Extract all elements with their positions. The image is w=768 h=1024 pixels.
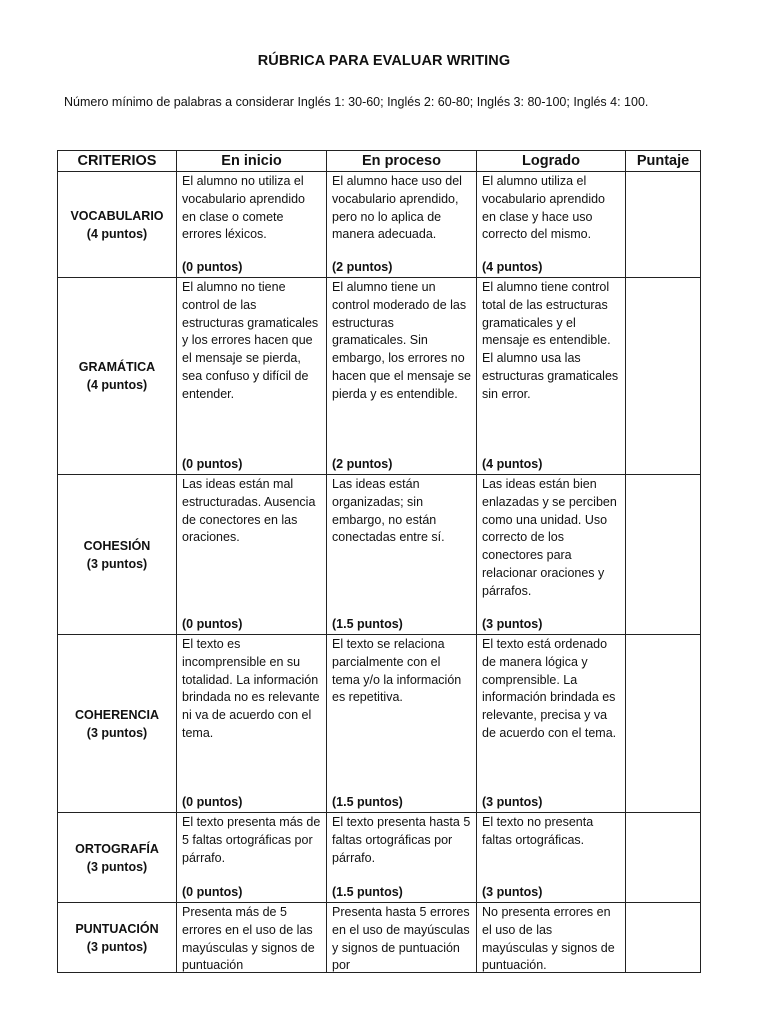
level-points: (0 puntos) [182, 885, 243, 900]
level-cell [177, 813, 327, 903]
level-points: (3 puntos) [482, 885, 543, 900]
score-cell[interactable] [626, 172, 701, 278]
criterion-points: (4 puntos) [86, 378, 148, 392]
level-points: (0 puntos) [182, 795, 243, 810]
level-cell [477, 475, 626, 635]
level-cell [477, 813, 626, 903]
level-points: (0 puntos) [182, 457, 243, 472]
level-description: Las ideas están bien enlazadas y se perciben como una unidad. Uso correcto de los conectores para relacionar oraciones y párrafos. [482, 477, 617, 598]
level-cell-content [182, 173, 321, 277]
level-cell-content [182, 904, 321, 972]
score-cell[interactable] [626, 475, 701, 635]
level-description: El texto está ordenado de manera lógica y comprensible. La información brindada es relevante, precisa y va de acuerdo con el tema. [482, 637, 617, 740]
level-description: El alumno tiene control total de las estructuras gramaticales y el mensaje es entendible. El alumno usa las estructuras gramaticales sin error. [482, 280, 619, 401]
level-description: El texto no presenta faltas ortográficas. [482, 815, 594, 847]
level-description: El alumno no tiene control de las estructuras gramaticales y los errores hacen que el mensaje se pierda, sea confuso y difícil de entender. [182, 280, 319, 401]
level-description: El texto presenta hasta 5 faltas ortográficas por párrafo. [332, 815, 471, 865]
score-cell[interactable] [626, 813, 701, 903]
level-cell-content [332, 904, 471, 972]
score-cell[interactable] [626, 635, 701, 813]
level-points: (3 puntos) [482, 617, 543, 632]
level-cell-content [332, 279, 471, 474]
criterion-name: COHESIÓN [83, 538, 151, 553]
criterion-cell [58, 635, 177, 813]
level-description: El texto se relaciona parcialmente con el tema y/o la información es repetitiva. [332, 637, 462, 705]
level-cell [327, 475, 477, 635]
criterion-points: (3 puntos) [86, 859, 148, 874]
level-points: (1.5 puntos) [332, 795, 403, 810]
level-description: El alumno no utiliza el vocabulario aprendido en clase o comete errores léxicos. [182, 174, 306, 242]
table-row [58, 475, 701, 635]
criterion-cell [58, 903, 177, 973]
header-puntaje: Puntaje [626, 151, 701, 172]
table-row [58, 813, 701, 903]
level-points: (1.5 puntos) [332, 617, 403, 632]
level-points: (3 puntos) [482, 795, 543, 810]
score-cell[interactable] [626, 278, 701, 475]
level-points: (0 puntos) [182, 260, 243, 275]
level-cell-content [332, 173, 471, 277]
level-description: El texto presenta más de 5 faltas ortográficas por párrafo. [182, 815, 321, 865]
document-title: RÚBRICA PARA EVALUAR WRITING [257, 53, 511, 69]
level-description: Presenta hasta 5 errores en el uso de mayúsculas y signos de puntuación por [332, 905, 470, 973]
level-description: El alumno hace uso del vocabulario aprendido, pero no lo aplica de manera adecuada. [332, 174, 462, 242]
level-cell-content [182, 279, 321, 474]
level-cell [327, 635, 477, 813]
header-en-inicio: En inicio [177, 151, 327, 172]
table-row [58, 903, 701, 973]
criterion-points: (3 puntos) [86, 556, 148, 571]
header-en-proceso: En proceso [327, 151, 477, 172]
criterion-name: VOCABULARIO [70, 208, 164, 223]
table-row [58, 278, 701, 475]
criterion-name: COHERENCIA [74, 707, 160, 722]
level-cell-content [332, 476, 471, 634]
level-description: Las ideas están organizadas; sin embargo, no están conectadas entre sí. [332, 477, 445, 545]
level-cell [177, 278, 327, 475]
criterion-cell [58, 813, 177, 903]
level-description: El alumno tiene un control moderado de las estructuras gramaticales. Sin embargo, los errores no hacen que el mensaje se pierda y es entendible. [332, 280, 471, 401]
level-description: Las ideas están mal estructuradas. Ausencia de conectores en las oraciones. [182, 477, 316, 545]
intro-paragraph: Número mínimo de palabras a considerar Inglés 1: 30-60; Inglés 2: 60-80; Inglés 3: 80-100; Inglés 4: 100. [64, 95, 649, 109]
level-points: (4 puntos) [482, 260, 543, 275]
level-cell-content [332, 636, 471, 812]
score-cell[interactable] [626, 903, 701, 973]
criterion-points: (3 puntos) [86, 725, 148, 740]
level-cell-content [332, 814, 471, 902]
criterion-cell [58, 475, 177, 635]
criterion-cell [58, 278, 177, 475]
level-description: El alumno utiliza el vocabulario aprendido en clase y hace uso correcto del mismo. [482, 174, 606, 242]
table-row [58, 635, 701, 813]
level-cell-content [482, 279, 620, 474]
level-cell [327, 903, 477, 973]
level-cell-content [182, 636, 321, 812]
criterion-name: ORTOGRAFÍA [75, 841, 159, 856]
level-cell-content [182, 476, 321, 634]
criterion-name: PUNTUACIÓN [75, 921, 159, 936]
level-description: El texto es incomprensible en su totalidad. La información brindada no es relevante ni va de acuerdo con el tema. [182, 637, 320, 740]
header-logrado: Logrado [477, 151, 626, 172]
level-description: Presenta más de 5 errores en el uso de las mayúsculas y signos de puntuación [182, 905, 315, 973]
level-cell-content [182, 814, 321, 902]
criterion-points: (3 puntos) [86, 939, 148, 954]
level-cell-content [482, 173, 620, 277]
level-points: (0 puntos) [182, 617, 243, 632]
rubric-table [57, 150, 701, 973]
level-cell-content [482, 904, 620, 972]
level-description: No presenta errores en el uso de las mayúsculas y signos de puntuación. [482, 905, 615, 973]
level-cell [177, 475, 327, 635]
level-cell [477, 635, 626, 813]
level-cell [477, 903, 626, 973]
level-cell [327, 813, 477, 903]
level-points: (2 puntos) [332, 457, 393, 472]
level-cell [327, 172, 477, 278]
table-row [58, 172, 701, 278]
level-cell [177, 172, 327, 278]
level-cell [477, 278, 626, 475]
level-points: (4 puntos) [482, 457, 543, 472]
level-cell [477, 172, 626, 278]
criterion-name: GRAMÁTICA [78, 360, 156, 374]
level-cell [177, 635, 327, 813]
criterion-cell [58, 172, 177, 278]
level-cell-content [482, 636, 620, 812]
level-cell-content [482, 814, 620, 902]
header-criterios: CRITERIOS [58, 151, 177, 172]
level-cell [327, 278, 477, 475]
level-points: (1.5 puntos) [332, 885, 403, 900]
level-cell-content [482, 476, 620, 634]
header-row [58, 151, 701, 172]
level-cell [177, 903, 327, 973]
level-points: (2 puntos) [332, 260, 393, 275]
criterion-points: (4 puntos) [86, 226, 148, 241]
